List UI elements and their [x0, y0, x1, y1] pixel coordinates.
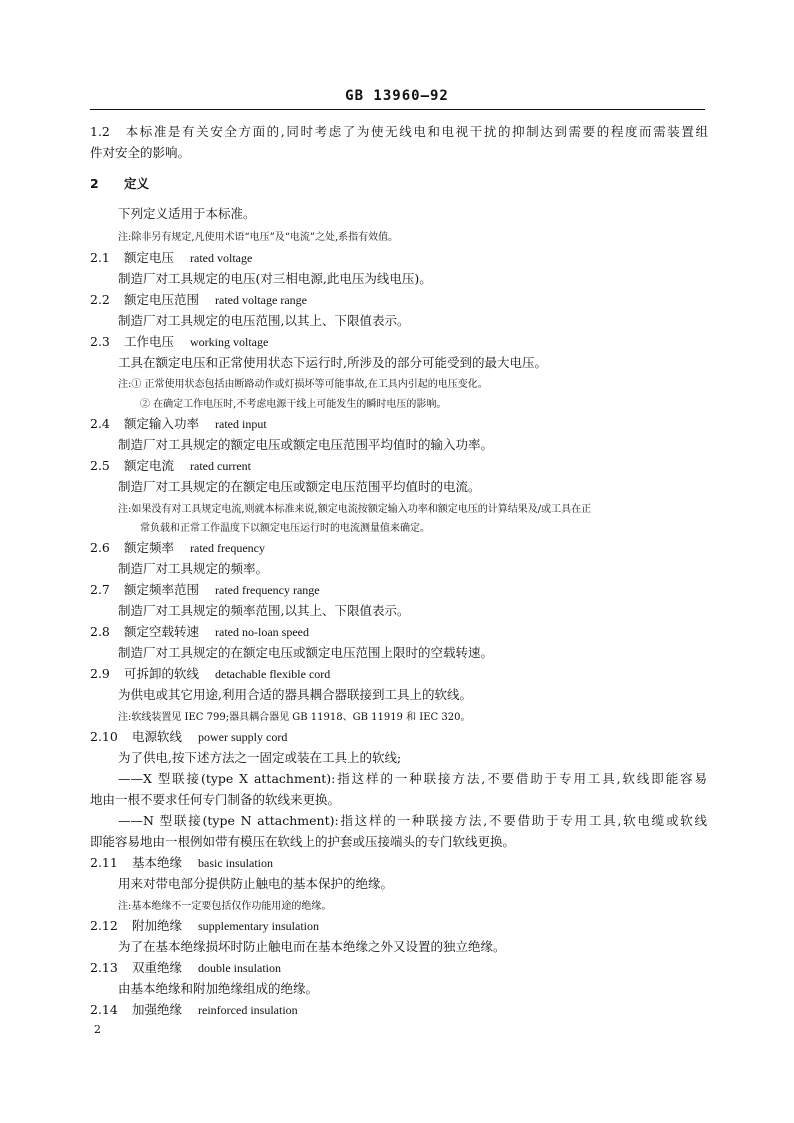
term-en: reinforced insulation: [198, 1003, 298, 1017]
clause-number: 2.4: [90, 416, 110, 431]
definition-2-8-heading: [90, 624, 708, 640]
term-en: rated voltage range: [215, 293, 307, 307]
definition-2-5-heading: [90, 458, 708, 474]
clause-text: 本标准是有关安全方面的,同时考虑了为使无线电和电视干扰的抑制达到需要的程度而需装置组: [124, 124, 708, 139]
definition-2-7-text: 制造厂对工具规定的频率范围,以其上、下限值表示。: [118, 603, 410, 618]
clause-number: 2.7: [90, 582, 110, 597]
definition-2-4-text: 制造厂对工具规定的额定电压或额定电压范围平均值时的输入功率。: [118, 437, 494, 452]
definition-2-10-text: 为了供电,按下述方法之一固定或装在工具上的软线;: [118, 750, 402, 765]
clause-number: 2.14: [90, 1002, 118, 1017]
clause-number: 2.8: [90, 624, 110, 639]
term-en: rated input: [215, 417, 267, 431]
definition-2-1-heading: [90, 250, 708, 266]
clause-number: 2.11: [90, 855, 118, 870]
definition-2-3-heading: [90, 334, 708, 350]
definition-2-7-heading: [90, 582, 708, 598]
clause-number: 2.10: [90, 729, 118, 744]
clause-number: 2.13: [90, 960, 118, 975]
definition-2-13-text: 由基本绝缘和附加绝缘组成的绝缘。: [118, 981, 319, 996]
definition-2-8-text: 制造厂对工具规定的在额定电压或额定电压范围上限时的空载转速。: [118, 645, 494, 660]
term-cn: 加强绝缘: [132, 1002, 183, 1017]
definition-2-5-note-2: 常负载和正常工作温度下以额定电压运行时的电流测量值来确定。: [140, 523, 430, 534]
clause-number: 2.12: [90, 918, 118, 933]
term-en: rated no-loan speed: [215, 625, 309, 639]
definition-2-10-heading: [90, 729, 708, 745]
definition-2-14-heading: [90, 1002, 708, 1018]
header-rule: [90, 109, 705, 110]
section-2-heading: [90, 176, 708, 192]
term-cn: 额定电流: [124, 458, 175, 473]
intro-note: 注:除非另有规定,凡使用术语“电压”及“电流”之处,系指有效值。: [118, 232, 399, 243]
term-cn: 双重绝缘: [132, 960, 183, 975]
term-cn: 基本绝缘: [132, 855, 183, 870]
page-number: 2: [94, 1023, 101, 1036]
clause-number: 2.2: [90, 292, 110, 307]
clause-1-2-line-2: 件对安全的影响。: [90, 145, 191, 160]
definition-2-1-text: 制造厂对工具规定的电压(对三相电源,此电压为线电压)。: [118, 271, 432, 286]
clause-number: 2.3: [90, 334, 110, 349]
definition-2-4-heading: [90, 416, 708, 432]
term-en: rated voltage: [190, 251, 253, 265]
section-number: 2: [90, 176, 99, 191]
term-en: working voltage: [190, 335, 269, 349]
section-title: 定义: [124, 176, 150, 191]
term-en: supplementary insulation: [198, 919, 319, 933]
definition-2-9-note: 注:软线装置见 IEC 799;器具耦合器见 GB 11918、GB 11919 和 IEC 320。: [118, 712, 471, 723]
definition-2-11-note: 注:基本绝缘不一定要包括仅作功能用途的绝缘。: [118, 901, 332, 912]
term-en: power supply cord: [198, 730, 288, 744]
term-cn: 额定空载转速: [124, 624, 200, 639]
term-en: double insulation: [198, 961, 282, 975]
definition-2-10-type-n-line-2: 即能容易地由一根例如带有模压在软线上的护套或压接端头的专门软线更换。: [90, 834, 516, 849]
term-en: rated current: [190, 459, 251, 473]
term-cn: 电源软线: [132, 729, 183, 744]
term-en: detachable flexible cord: [215, 667, 331, 681]
definition-2-9-heading: [90, 666, 708, 682]
definition-2-6-heading: [90, 540, 708, 556]
definition-2-3-note-2: ② 在确定工作电压时,不考虑电源干线上可能发生的瞬时电压的影响。: [140, 399, 447, 410]
clause-number: 2.6: [90, 540, 110, 555]
term-cn: 额定频率: [124, 540, 175, 555]
term-cn: 额定电压: [124, 250, 175, 265]
definition-2-3-text: 工具在额定电压和正常使用状态下运行时,所涉及的部分可能受到的最大电压。: [118, 355, 547, 370]
definition-2-10-type-x-line-1: ——X 型联接(type X attachment):指这样的一种联接方法,不要借助于专用工具,软线即能容易: [118, 771, 707, 786]
term-en: rated frequency range: [215, 583, 320, 597]
term-cn: 附加绝缘: [132, 918, 183, 933]
definition-2-13-heading: [90, 960, 708, 976]
definition-2-10-type-n-line-1: ——N 型联接(type N attachment):指这样的一种联接方法,不要借助于专用工具,软电缆或软线: [118, 813, 707, 828]
term-cn: 可拆卸的软线: [124, 666, 200, 681]
definition-2-3-note-1: 注:① 正常使用状态包括由断路动作或灯损坏等可能事故,在工具内引起的电压变化。: [118, 379, 488, 390]
definition-2-12-text: 为了在基本绝缘损坏时防止触电而在基本绝缘之外又设置的独立绝缘。: [118, 939, 506, 954]
clause-number: 2.1: [90, 250, 110, 265]
term-en: basic insulation: [198, 856, 274, 870]
term-cn: 工作电压: [124, 334, 175, 349]
definition-2-5-text: 制造厂对工具规定的在额定电压或额定电压范围平均值时的电流。: [118, 479, 481, 494]
definition-2-6-text: 制造厂对工具规定的频率。: [118, 561, 269, 576]
term-cn: 额定输入功率: [124, 416, 200, 431]
definition-2-2-text: 制造厂对工具规定的电压范围,以其上、下限值表示。: [118, 313, 410, 328]
definition-2-5-note-1: 注:如果没有对工具规定电流,则就本标准来说,额定电流按额定输入功率和额定电压的计算结果及/或工具在正: [118, 504, 592, 515]
term-cn: 额定频率范围: [124, 582, 200, 597]
clause-1-2-line-1: [90, 124, 708, 140]
clause-number: 2.5: [90, 458, 110, 473]
clause-number: 2.9: [90, 666, 110, 681]
term-en: rated frequency: [190, 541, 265, 555]
document-header: GB 13960—92: [345, 88, 449, 104]
definition-2-9-text: 为供电或其它用途,利用合适的器具耦合器联接到工具上的软线。: [118, 687, 472, 702]
definition-2-11-text: 用来对带电部分提供防止触电的基本保护的绝缘。: [118, 876, 394, 891]
term-cn: 额定电压范围: [124, 292, 200, 307]
definition-2-12-heading: [90, 918, 708, 934]
definition-2-11-heading: [90, 855, 708, 871]
clause-number: 1.2: [90, 124, 110, 139]
definition-2-2-heading: [90, 292, 708, 308]
definition-2-10-type-x-line-2: 地由一根不要求任何专门制备的软线来更换。: [90, 792, 341, 807]
intro-text: 下列定义适用于本标准。: [118, 206, 256, 221]
